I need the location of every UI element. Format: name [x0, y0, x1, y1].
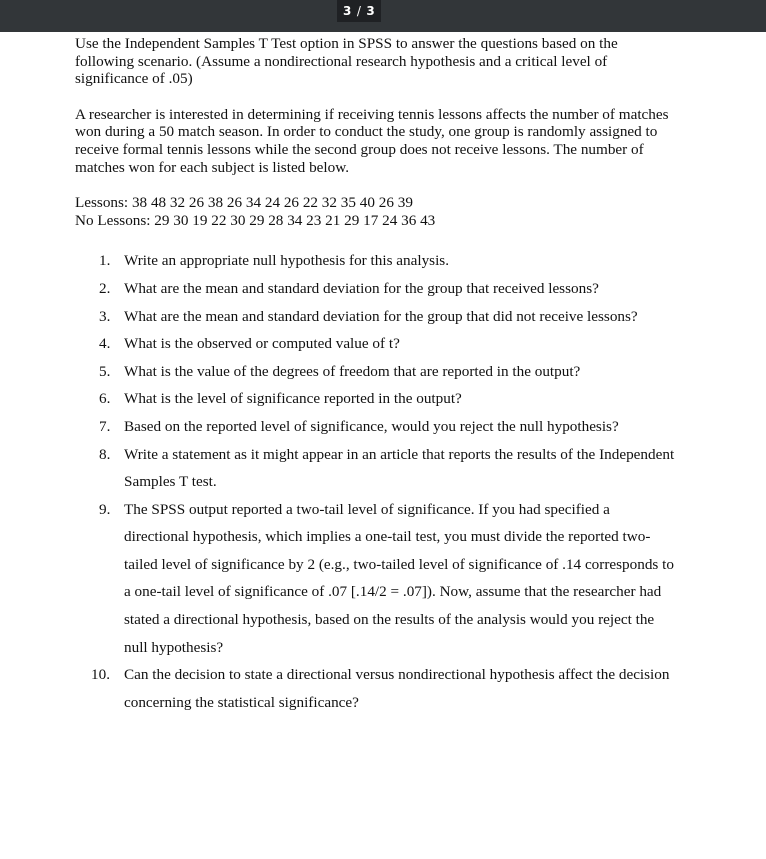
question-text: What is the observed or computed value of t?	[124, 335, 400, 353]
question-item	[75, 275, 675, 303]
question-number: 2.	[99, 279, 111, 297]
question-item	[75, 385, 675, 413]
question-item	[75, 303, 675, 331]
question-item	[75, 358, 675, 386]
question-number: 1.	[99, 252, 111, 270]
question-number: 4.	[99, 335, 111, 353]
question-number: 8.	[99, 445, 111, 463]
total-page-count: 3	[366, 4, 376, 18]
question-number: 5.	[99, 362, 111, 380]
instructions-paragraph: Use the Independent Samples T Test option in SPSS to answer the questions based on the following scenario. (Assume a nondirectional research hypothesis and a critical level of significance of .05)	[75, 35, 618, 88]
question-number: 7.	[99, 417, 111, 435]
question-item	[75, 496, 675, 662]
question-text: Write an appropriate null hypothesis for this analysis.	[124, 252, 450, 270]
question-item	[75, 413, 675, 441]
question-text: Can the decision to state a directional versus nondirectional hypothesis affect the decision concerning the statistical significance?	[124, 666, 670, 711]
question-list	[75, 247, 675, 716]
question-number: 9.	[99, 500, 111, 518]
question-text: Based on the reported level of significance, would you reject the null hypothesis?	[124, 417, 619, 435]
current-page-number: 3	[343, 4, 352, 18]
no-lessons-data-line: No Lessons: 29 30 19 22 30 29 28 34 23 21 29 17 24 36 43	[75, 211, 436, 229]
question-number: 3.	[99, 307, 111, 325]
question-item	[75, 661, 675, 716]
lessons-data-line: Lessons: 38 48 32 26 38 26 34 24 26 22 32 35 40 26 39	[75, 194, 413, 212]
question-number: 10.	[91, 666, 110, 684]
page-counter	[337, 0, 381, 22]
question-text: Write a statement as it might appear in an article that reports the results of the Independent Samples T test.	[124, 445, 675, 491]
question-text: What are the mean and standard deviation for the group that did not receive lessons?	[124, 307, 638, 325]
question-number: 6.	[99, 390, 111, 408]
question-text: What is the value of the degrees of freedom that are reported in the output?	[124, 362, 581, 380]
question-item	[75, 247, 675, 275]
page-separator: /	[356, 4, 362, 18]
question-item	[75, 330, 675, 358]
assignment-document	[75, 35, 675, 716]
question-text: What is the level of significance reported in the output?	[124, 390, 462, 408]
document-page	[0, 32, 766, 859]
question-text: What are the mean and standard deviation for the group that received lessons?	[124, 279, 599, 297]
pdf-viewer-toolbar	[0, 0, 766, 32]
question-text: The SPSS output reported a two-tail level of significance. If you had specified a directional hypothesis, which implies a one-tail test, you must divide the reported two-tailed level of significance by 2 (e.g., two-tailed level of significance of .14 corresponds to a one-tail level of significance of .07 [.14/2 = .07]). Now, assume that the researcher had stated a directional hypothesis, based on the results of the analysis would you reject the null hypothesis?	[124, 500, 674, 656]
question-item	[75, 441, 675, 496]
scenario-paragraph: A researcher is interested in determining if receiving tennis lessons affects the number of matches won during a 50 match season. In order to conduct the study, one group is randomly assigned to receive formal tennis lessons while the second group does not receive lessons. The number of matches won for each subject is listed below.	[75, 105, 669, 176]
